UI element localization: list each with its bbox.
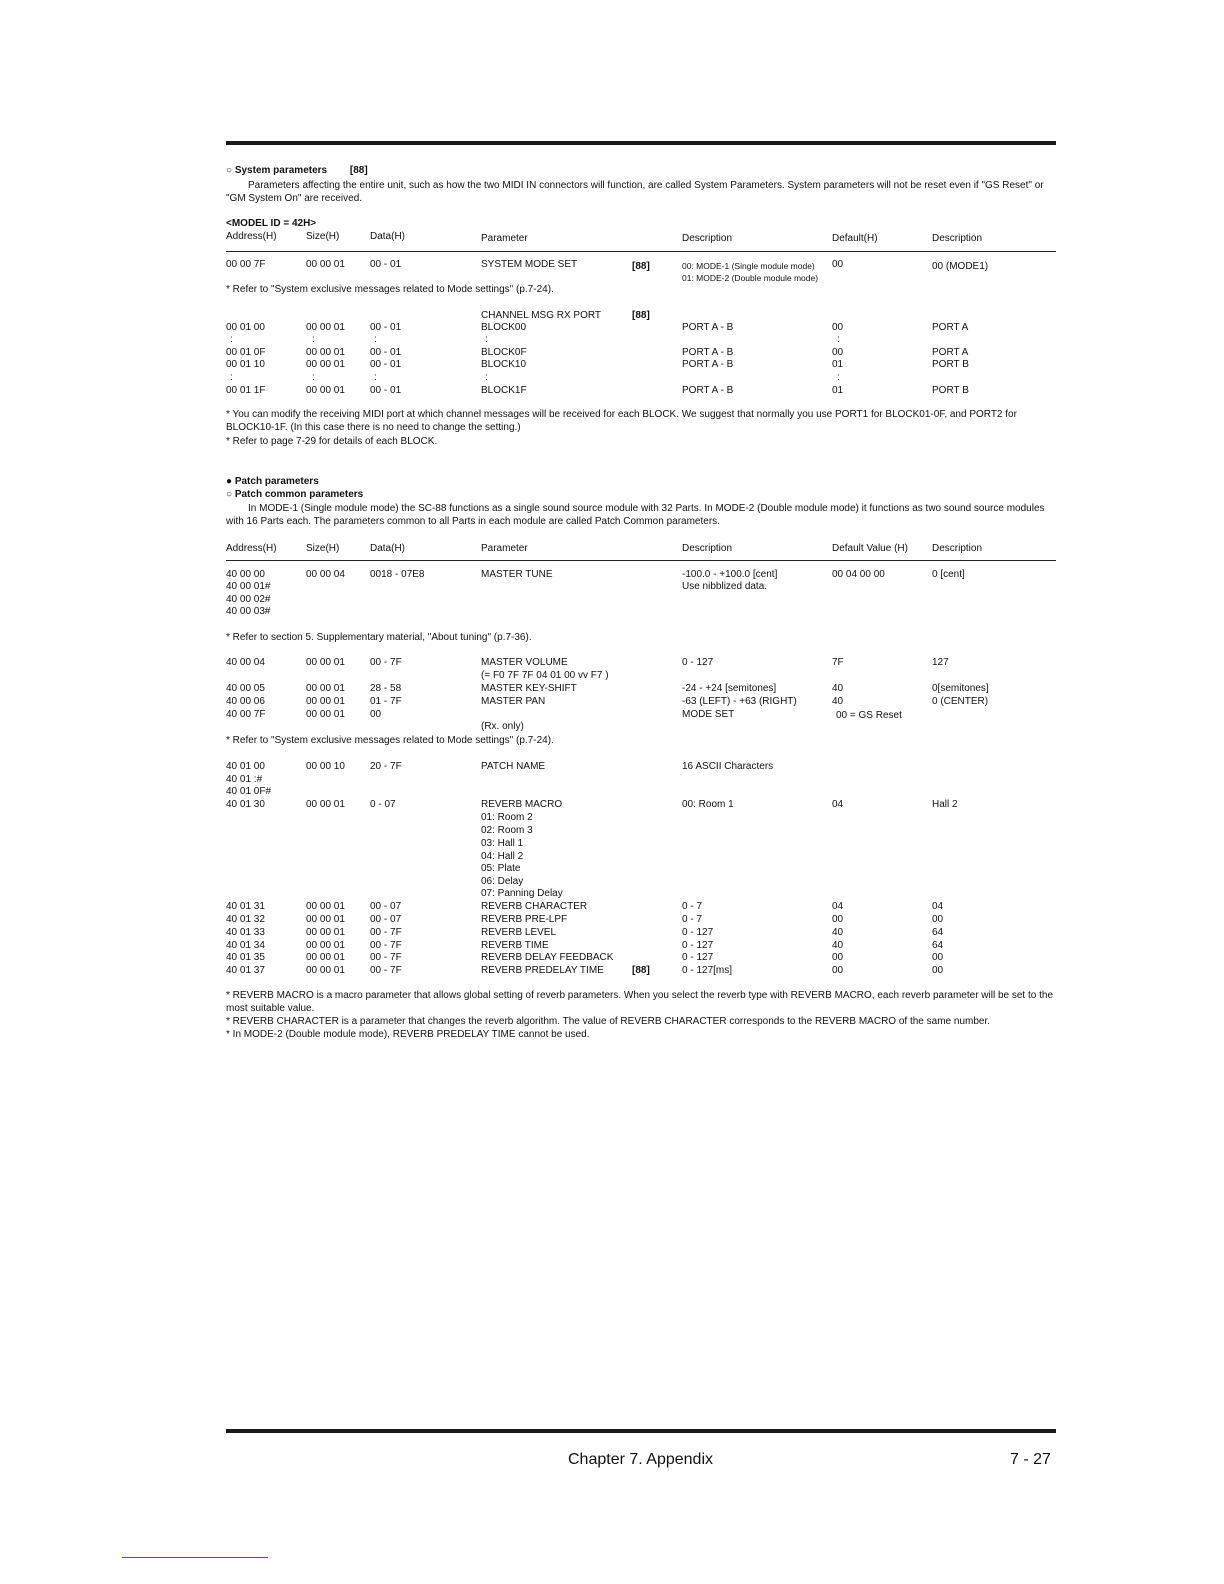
vol-data: 00 - 7F [370,657,402,668]
tune-desc-2: Use nibblized data. [682,581,768,592]
block-desc: PORT A - B [682,385,734,396]
block-addr: 00 01 00 [226,322,265,333]
block-size: 00 00 01 [306,359,345,370]
tune-default-desc: 0 [cent] [932,569,965,580]
shift-default: 40 [832,683,844,694]
system-note-1: * Refer to "System exclusive messages related to Mode settings" (p.7-24). [226,284,554,295]
tune-param: MASTER TUNE [481,569,553,580]
vol-desc: 0 - 127 [682,657,714,668]
reverb-tag: [88] [632,965,650,976]
mode-param: SYSTEM MODE SET [481,259,578,270]
block-desc: PORT A - B [682,359,734,370]
macro-addr: 40 01 30 [226,799,265,810]
ellipsis: : [312,372,315,383]
ellipsis: : [230,334,233,345]
vol-param-2: (= F0 7F 7F 04 01 00 vv F7 ) [481,670,609,681]
pan-default-desc: 0 (CENTER) [932,696,989,707]
name-param: PATCH NAME [481,761,546,772]
note-reverb-1: * REVERB MACRO is a macro parameter that allows global setting of reverb parameters. When you select the reverb type with REVERB MACRO, each reverb parameter will be set to the most suitable value. [226,990,1054,1014]
reverb-default-desc: 00 [932,914,944,925]
name-addr: 40 01 :# [226,774,263,785]
shift-desc: -24 - +24 [semitones] [682,683,777,694]
mode-tag: [88] [632,261,650,272]
shift-addr: 40 00 05 [226,683,265,694]
col-default: Default Value (H) [832,543,908,554]
name-addr: 40 01 00 [226,761,265,772]
block-default-desc: PORT A [932,322,969,333]
note-reverb-3: * In MODE-2 (Double module mode), REVERB PREDELAY TIME cannot be used. [226,1029,590,1040]
tune-desc: -100.0 - +100.0 [cent] [682,569,778,580]
mode-default: 00 [832,259,844,270]
reverb-param: REVERB PREDELAY TIME [481,965,604,976]
pan-data: 01 - 7F [370,696,402,707]
modeset-addr: 40 00 7F [226,709,266,720]
modeset-size: 00 00 01 [306,709,345,720]
pan-addr: 40 00 06 [226,696,265,707]
modeset-desc: MODE SET [682,709,735,720]
tune-size: 00 00 04 [306,569,345,580]
macro-option: 02: Room 3 [481,825,533,836]
bullet-icon: ● [226,476,233,487]
block-default: 00 [832,322,844,333]
reverb-data: 00 - 07 [370,901,402,912]
reverb-desc: 0 - 127 [682,952,714,963]
reverb-default: 00 [832,914,844,925]
bottom-rule [226,1429,1056,1433]
ellipsis: : [230,372,233,383]
tune-addr: 40 00 02# [226,594,271,605]
col-size: Size(H) [306,543,340,554]
reverb-addr: 40 01 35 [226,952,265,963]
block-default-desc: PORT B [932,385,969,396]
reverb-param: REVERB CHARACTER [481,901,588,912]
reverb-addr: 40 01 32 [226,914,265,925]
header-rule [226,251,1056,252]
reverb-desc: 0 - 7 [682,901,703,912]
macro-default-desc: Hall 2 [932,799,958,810]
note-tune: * Refer to section 5. Supplementary material, "About tuning" (p.7-36). [226,632,532,643]
system-intro: Parameters affecting the entire unit, such as how the two MIDI IN connectors will function, are called System Parameters. System parameters will not be reset even if "GS Reset" or "GM System On" are received. [226,180,1044,204]
reverb-addr: 40 01 31 [226,901,265,912]
reverb-addr: 40 01 34 [226,940,265,951]
block-addr: 00 01 1F [226,385,266,396]
block-desc: PORT A - B [682,347,734,358]
block-default: 01 [832,359,844,370]
reverb-default-desc: 04 [932,901,944,912]
reverb-addr: 40 01 33 [226,927,265,938]
reverb-default-desc: 64 [932,940,944,951]
block-default-desc: PORT A [932,347,969,358]
col-parameter: Parameter [481,233,528,244]
mode-data: 00 - 01 [370,259,402,270]
shift-size: 00 00 01 [306,683,345,694]
ellipsis: : [374,372,377,383]
pan-size: 00 00 01 [306,696,345,707]
macro-size: 00 00 01 [306,799,345,810]
vol-param: MASTER VOLUME [481,657,568,668]
block-size: 00 00 01 [306,322,345,333]
reverb-size: 00 00 01 [306,927,345,938]
reverb-desc: 0 - 7 [682,914,703,925]
footer-page-number: 7 - 27 [1010,1451,1051,1468]
modeset-default: 00 = GS Reset [836,710,902,721]
block-param: BLOCK0F [481,347,527,358]
reverb-size: 00 00 01 [306,965,345,976]
reverb-addr: 40 01 37 [226,965,265,976]
macro-param: REVERB MACRO [481,799,563,810]
name-desc: 16 ASCII Characters [682,761,774,772]
circle-icon: ○ [226,165,233,176]
modeset-param: (Rx. only) [481,721,524,732]
block-size: 00 00 01 [306,347,345,358]
patch-subheading: ○ Patch common parameters [226,489,364,500]
modeset-data: 00 [370,709,382,720]
col-description-2: Description [932,543,983,554]
reverb-desc: 0 - 127 [682,940,714,951]
col-description: Description [682,233,733,244]
col-default: Default(H) [832,233,878,244]
reverb-default-desc: 64 [932,927,944,938]
block-param: BLOCK10 [481,359,527,370]
patch-heading: ● Patch parameters [226,476,319,487]
col-address: Address(H) [226,543,277,554]
vol-default-desc: 127 [932,657,949,668]
reverb-param: REVERB TIME [481,940,549,951]
mode-desc-2: 01: MODE-2 (Double module mode) [682,273,819,283]
reverb-default: 00 [832,965,844,976]
col-size: Size(H) [306,231,340,242]
reverb-data: 00 - 7F [370,940,402,951]
tune-default: 00 04 00 00 [832,569,885,580]
block-param: BLOCK00 [481,322,527,333]
reverb-param: REVERB DELAY FEEDBACK [481,952,614,963]
system-heading: ○ System parameters [88] [226,165,368,176]
macro-default: 04 [832,799,844,810]
name-size: 00 00 10 [306,761,345,772]
col-description: Description [682,543,733,554]
col-parameter: Parameter [481,543,528,554]
mode-size: 00 00 01 [306,259,345,270]
reverb-default: 00 [832,952,844,963]
reverb-data: 00 - 07 [370,914,402,925]
reverb-data: 00 - 7F [370,927,402,938]
model-id: <MODEL ID = 42H> [226,218,317,229]
channel-tag: [88] [632,310,650,321]
ellipsis: : [485,334,488,345]
block-default: 01 [832,385,844,396]
ellipsis: : [837,334,840,345]
header-rule [226,560,1056,561]
reverb-size: 00 00 01 [306,940,345,951]
block-addr: 00 01 10 [226,359,265,370]
reverb-param: REVERB PRE-LPF [481,914,568,925]
reverb-size: 00 00 01 [306,914,345,925]
mode-desc-1: 00: MODE-1 (Single module mode) [682,261,815,271]
shift-data: 28 - 58 [370,683,402,694]
macro-data: 0 - 07 [370,799,396,810]
col-address: Address(H) [226,231,277,242]
reverb-default: 04 [832,901,844,912]
top-rule [226,141,1056,145]
link-underline[interactable] [122,1557,268,1558]
reverb-size: 00 00 01 [306,901,345,912]
reverb-default: 40 [832,940,844,951]
macro-option: 04: Hall 2 [481,851,524,862]
shift-default-desc: 0[semitones] [932,683,989,694]
pan-param: MASTER PAN [481,696,546,707]
ellipsis: : [312,334,315,345]
block-data: 00 - 01 [370,322,402,333]
note-reverb-2: * REVERB CHARACTER is a parameter that changes the reverb algorithm. The value of REVERB CHARACTER corresponds to the REVERB MACRO of the same number. [226,1016,991,1027]
circle-icon: ○ [226,489,233,500]
block-data: 00 - 01 [370,385,402,396]
system-note-3: * Refer to page 7-29 for details of each BLOCK. [226,436,438,447]
reverb-size: 00 00 01 [306,952,345,963]
block-default-desc: PORT B [932,359,969,370]
macro-desc: 00: Room 1 [682,799,734,810]
reverb-data: 00 - 7F [370,965,402,976]
tune-addr: 40 00 00 [226,569,265,580]
reverb-data: 00 - 7F [370,952,402,963]
block-param: BLOCK1F [481,385,527,396]
patch-intro: In MODE-1 (Single module mode) the SC-88 functions as a single sound source module with 32 Parts. In MODE-2 (Double module mode) it functions as two sound source modules with 16 Parts each. The parameters common to all Parts in each module are called Patch Common parameters. [226,503,1045,527]
reverb-default-desc: 00 [932,965,944,976]
system-note-2: * You can modify the receiving MIDI port at which channel messages will be received for each BLOCK. We suggest that normally you use PORT1 for BLOCK01-0F, and PORT2 for BLOCK10-1F. (In this case there is no need to change the setting.) [226,409,1017,433]
macro-option: 05: Plate [481,863,521,874]
reverb-desc: 0 - 127[ms] [682,965,733,976]
channel-param: CHANNEL MSG RX PORT [481,310,602,321]
pan-default: 40 [832,696,844,707]
reverb-default: 40 [832,927,844,938]
reverb-default-desc: 00 [932,952,944,963]
col-description-2: Description [932,233,983,244]
ellipsis: : [485,372,488,383]
col-data: Data(H) [370,231,406,242]
pan-desc: -63 (LEFT) - +63 (RIGHT) [682,696,797,707]
note-mode: * Refer to "System exclusive messages related to Mode settings" (p.7-24). [226,735,554,746]
shift-param: MASTER KEY-SHIFT [481,683,577,694]
block-addr: 00 01 0F [226,347,266,358]
block-desc: PORT A - B [682,322,734,333]
reverb-param: REVERB LEVEL [481,927,557,938]
vol-addr: 40 00 04 [226,657,265,668]
vol-default: 7F [832,657,844,668]
vol-size: 00 00 01 [306,657,345,668]
name-addr: 40 01 0F# [226,786,272,797]
block-data: 00 - 01 [370,347,402,358]
tune-addr: 40 00 03# [226,606,271,617]
macro-option: 01: Room 2 [481,812,533,823]
ellipsis: : [374,334,377,345]
ellipsis: : [837,372,840,383]
tune-addr: 40 00 01# [226,581,271,592]
name-data: 20 - 7F [370,761,402,772]
mode-default-desc: 00 (MODE1) [932,261,989,272]
block-default: 00 [832,347,844,358]
col-data: Data(H) [370,543,406,554]
block-size: 00 00 01 [306,385,345,396]
macro-option: 06: Delay [481,876,524,887]
footer-chapter: Chapter 7. Appendix [568,1451,713,1468]
block-data: 00 - 01 [370,359,402,370]
macro-option: 03: Hall 1 [481,838,524,849]
macro-option: 07: Panning Delay [481,888,563,899]
tune-data: 0018 - 07E8 [370,569,425,580]
reverb-desc: 0 - 127 [682,927,714,938]
mode-addr: 00 00 7F [226,259,266,270]
